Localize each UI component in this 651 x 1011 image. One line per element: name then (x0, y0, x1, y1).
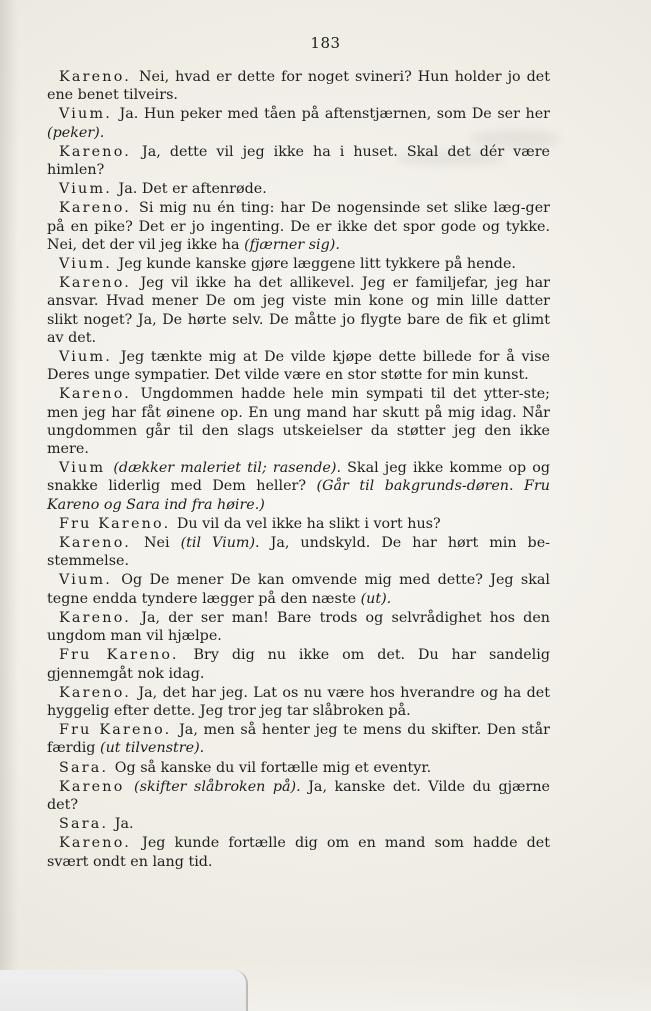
speaker-name: Vium. (59, 572, 112, 589)
dialogue-text: Og De mener De kan omvende mig med dette? Jeg skal tegne endda tyndere lægger på den næste (47, 572, 550, 607)
dialogue-paragraph (47, 385, 550, 458)
dialogue-text: Si mig nu én ting: har De nogensinde set slike læg-ger på en pike? Det er jo ingenting. De er ikke det spor gode og tykke. Nei, det der vil jeg ikke ha (47, 200, 550, 253)
speaker-name: Vium. (59, 106, 112, 123)
dialogue-paragraph (47, 68, 550, 104)
dialogue-text: Ja. (110, 816, 134, 833)
speaker-name: Kareno. (59, 386, 132, 403)
dialogue-text: Ja. Hun peker med tåen på aftenstjærnen, som De ser her (113, 106, 550, 123)
stage-direction: (peker). (47, 124, 105, 141)
speaker-name: Kareno. (59, 143, 132, 160)
dialogue-paragraph (47, 759, 550, 777)
dialogue-paragraph (47, 834, 550, 870)
stage-direction: (dækker maleriet til; rasende). (113, 460, 342, 477)
speaker-name: Kareno. (59, 609, 132, 626)
stage-direction: (fjærner sig). (244, 236, 340, 253)
dialogue-paragraph (47, 255, 550, 273)
speaker-name: Vium (59, 460, 106, 477)
speaker-name: Sara. (59, 759, 109, 776)
dialogue-text: Ja, men så henter jeg te mens du skifter. Den står færdig (47, 722, 550, 757)
stage-direction: (Går til bakgrunds-døren. Fru Kareno og Sara ind fra høire.) (47, 478, 550, 513)
speaker-name: Vium. (59, 256, 112, 273)
dialogue-text: Skal jeg ikke komme op og snakke liderlig med Dem heller? (47, 460, 551, 495)
dialogue-paragraph (47, 459, 550, 514)
dialogue-text: Jeg vil ikke ha det allikevel. Jeg er familjefar, jeg har ansvar. Hvad mener De om jeg viste min kone og min lille datter slikt noget? Ja, De hørte selv. De måtte jo flygte bare de fik et glimt av det. (47, 275, 550, 346)
dialogue-text: Du vil da vel ikke ha slikt i vort hus? (172, 515, 441, 532)
dialogue-text: Ja. Det er aftenrøde. (113, 181, 267, 198)
stage-direction: (til Vium). (180, 535, 260, 552)
scanner-panel (0, 970, 248, 1011)
dialogue-text: Ja, undskyld. De har hørt min be-stemmelse. (47, 535, 550, 570)
page-number: 183 (310, 34, 341, 52)
dialogue-text: Nei, hvad er dette for noget svineri? Hun holder jo det ene benet tilveirs. (47, 69, 550, 104)
dialogue-paragraph (47, 143, 550, 179)
dialogue-paragraph (47, 348, 550, 384)
speaker-name: Kareno. (59, 275, 132, 292)
speaker-name: Kareno. (59, 835, 132, 852)
dialogue-paragraph (47, 609, 550, 645)
dialogue-text: Bry dig nu ikke om det. Du har sandelig gjennemgåt nok idag. (47, 647, 550, 682)
speaker-name: Vium. (59, 349, 112, 366)
dialogue-text: Ungdommen hadde hele min sympati til det ytter-ste; men jeg har fåt øinene op. En ung mand har skutt på mig idag. Når ungdommen går til den slags utskeielser da støtter jeg den ikke mere. (47, 386, 550, 458)
dialogue-paragraph (47, 180, 550, 198)
dialogue-text: Ja, kanske det. Vilde du gjærne det? (47, 778, 551, 813)
speaker-name: Kareno. (59, 684, 132, 701)
dialogue-paragraph (47, 684, 550, 720)
speaker-name: Kareno (59, 778, 125, 795)
speaker-name: Kareno. (59, 200, 132, 217)
dialogue-paragraph (47, 515, 550, 533)
dialogue-paragraph (47, 646, 550, 682)
play-text (47, 68, 550, 872)
speaker-name: Sara. (59, 816, 109, 833)
dialogue-text (127, 779, 135, 795)
dialogue-paragraph (47, 105, 550, 141)
stage-direction: (ut tilvenstre). (100, 740, 205, 757)
dialogue-paragraph (47, 815, 550, 833)
dialogue-paragraph (47, 721, 550, 757)
speaker-name: Vium. (59, 181, 112, 198)
speaker-name: Kareno. (59, 535, 132, 552)
dialogue-paragraph (47, 778, 550, 814)
speaker-name: Fru Kareno. (59, 515, 171, 532)
dialogue-paragraph (47, 274, 550, 347)
speaker-name: Kareno. (59, 69, 132, 85)
dialogue-text: Jeg tænkte mig at De vilde kjøpe dette billede for å vise Deres unge sympatier. Det vilde være en stor støtte for min kunst. (47, 349, 550, 384)
dialogue-paragraph (47, 199, 550, 254)
speaker-name: Fru Kareno. (59, 647, 179, 664)
dialogue-text: Ja, det har jeg. Lat os nu være hos hverandre og ha det hyggelig efter dette. Jeg tror jeg tar slåbroken på. (47, 684, 550, 719)
dialogue-text: Nei (133, 535, 181, 552)
stage-direction: (ut). (360, 590, 392, 607)
dialogue-paragraph (47, 571, 550, 607)
dialogue-text: Og så kanske du vil fortælle mig et eventyr. (110, 759, 432, 776)
dialogue-paragraph (47, 534, 550, 570)
page-shadow-edge (0, 0, 18, 1011)
stage-direction: (skifter slåbroken på). (134, 778, 301, 795)
dialogue-text: Ja, der ser man! Bare trods og selvrådighet hos den ungdom man vil hjælpe. (47, 609, 550, 645)
dialogue-text: Ja, dette vil jeg ikke ha i huset. Skal det dér være himlen? (47, 143, 550, 179)
dialogue-text: Jeg kunde fortælle dig om en mand som hadde det svært ondt en lang tid. (47, 835, 550, 870)
dialogue-text: Jeg kunde kanske gjøre læggene litt tykkere på hende. (113, 256, 516, 273)
speaker-name: Fru Kareno. (59, 722, 172, 739)
